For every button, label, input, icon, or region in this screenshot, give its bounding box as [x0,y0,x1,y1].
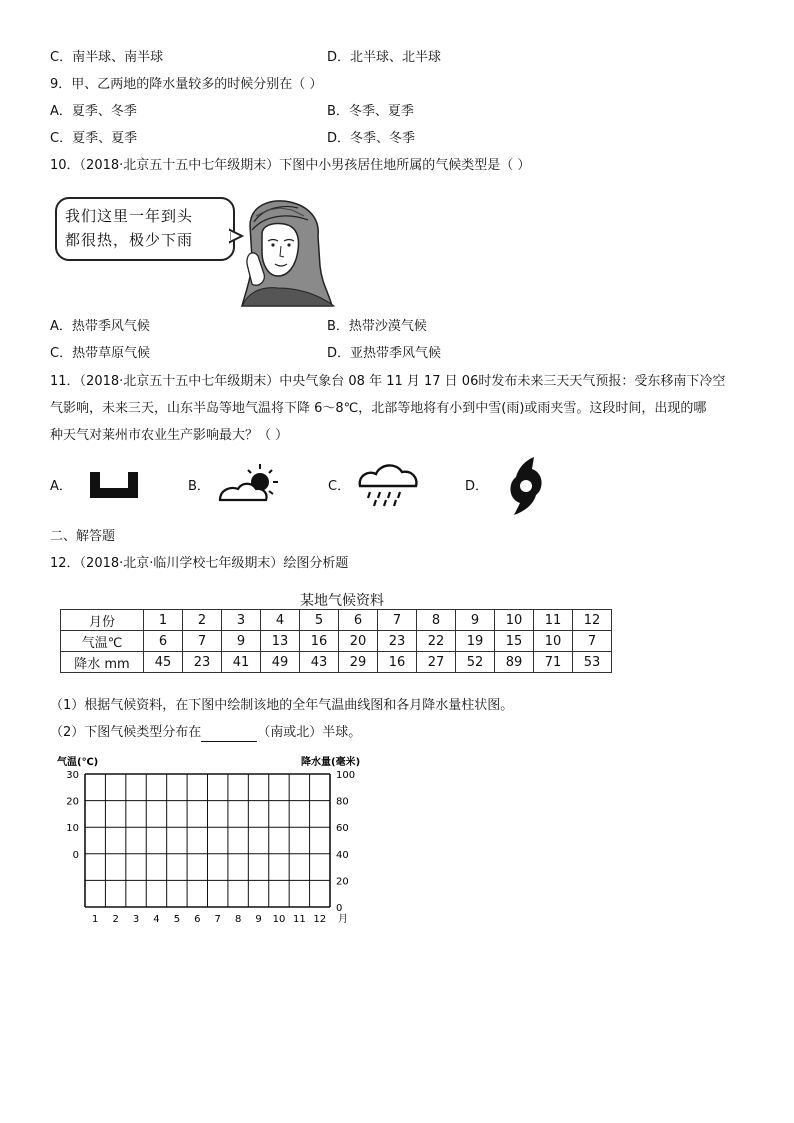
chart-grid [85,774,330,907]
month-tick: 3 [132,914,140,925]
month-tick: 4 [153,914,160,925]
month-unit-label: 月 [338,914,348,925]
table-cell: 13 [261,631,300,652]
left-axis-tick: 10 [66,823,79,835]
q9-option-d: D．冬季、冬季 [327,131,416,146]
rain-cloud-icon [356,460,420,508]
row-label-temperature: 气温℃ [61,631,144,652]
boy-illustration [228,196,343,310]
month-cell: 5 [300,610,339,631]
month-cell: 4 [261,610,300,631]
speech-bubble [55,197,235,261]
q11-option-d: D． [465,479,489,494]
q10-option-c: C．热带草原气候 [50,346,151,361]
q9-option-c: C．夏季、夏季 [50,131,138,146]
q11-stem-line-2: 气影响，未来三天，山东半岛等地气温将下降 6～8℃，北部等地将有小到中雪(雨)或雨夹雪。这段时间，出现的哪 [50,401,707,416]
right-axis-tick: 0 [336,903,343,914]
table-cell: 23 [183,652,222,673]
q10-stem: 10．（2018·北京五十五中七年级期末）下图中小男孩居住地所属的气候类型是（ ） [50,158,531,173]
table-cell: 19 [456,631,495,652]
sun-behind-cloud-icon [218,462,280,504]
left-axis-tick: 20 [66,796,79,808]
q12-sub-question-2 [50,724,361,742]
q8-option-d: D．北半球、北半球 [327,50,442,65]
table-row [61,631,612,652]
month-cell: 10 [495,610,534,631]
left-axis-tick: 30 [66,770,79,781]
q12-sub-question-1: （1）根据气候资料，在下图中绘制该地的全年气温曲线图和各月降水量柱状图。 [50,698,514,713]
sub2-suffix: （南或北）半球。 [257,725,362,740]
table-cell: 6 [144,631,183,652]
right-axis-tick: 20 [336,876,349,888]
q10-option-b: B．热带沙漠气候 [327,319,427,334]
month-cell: 3 [222,610,261,631]
table-cell: 7 [183,631,222,652]
month-tick: 10 [272,914,286,925]
table-row [61,610,612,631]
q11-stem-line-3: 种天气对莱州市农业生产影响最大？（ ） [50,428,289,443]
month-tick: 1 [92,914,99,925]
table-cell: 16 [300,631,339,652]
table-cell: 7 [573,631,612,652]
q10-option-d: D．亚热带季风气候 [327,346,442,361]
left-axis-label: 气温(℃) [57,757,99,768]
right-axis-tick: 60 [336,823,349,835]
table-cell: 10 [534,631,573,652]
q8-option-c: C．南半球、南半球 [50,50,164,65]
month-tick: 5 [173,914,181,925]
table-cell: 71 [534,652,573,673]
q11-stem-line-1: 11．（2018·北京五十五中七年级期末）中央气象台 08 年 11 月 17 日 06时发布未来三天天气预报：受东移南下冷空 [50,374,726,389]
right-axis-tick: 40 [336,849,349,861]
month-tick: 8 [234,914,242,925]
month-tick: 12 [313,914,327,925]
table-cell: 9 [222,631,261,652]
month-cell: 1 [144,610,183,631]
table-cell: 45 [144,652,183,673]
table-cell: 27 [417,652,456,673]
right-axis-label: 降水量(毫米) [301,757,361,768]
table-cell: 52 [456,652,495,673]
right-axis-tick: 80 [336,796,349,808]
left-axis-tick: 0 [72,849,79,861]
month-cell: 2 [183,610,222,631]
month-tick: 7 [214,914,221,925]
speech-bubble-line-1: 我们这里一年到头 [65,207,194,225]
q9-stem: 9．甲、乙两地的降水量较多的时候分别在（ ） [50,77,323,92]
month-tick: 11 [293,914,306,925]
q10-option-a: A．热带季风气候 [50,319,150,334]
climate-data-table [60,609,612,673]
table-header-cell: 月份 [61,610,144,631]
section-heading: 二、解答题 [50,529,116,544]
month-tick: 6 [194,914,201,925]
q9-option-b: B．冬季、夏季 [327,104,414,119]
q9-option-a: A．夏季、冬季 [50,104,137,119]
month-cell: 12 [573,610,612,631]
table-title: 某地气候资料 [300,593,384,609]
table-cell: 15 [495,631,534,652]
q12-stem: 12．（2018·北京·临川学校七年级期末）绘图分析题 [50,556,349,571]
q11-option-a: A． [50,479,72,494]
table-cell: 29 [339,652,378,673]
blank-climate-chart-grid [55,754,375,930]
cold-wave-icon [88,470,140,500]
row-label-precipitation: 降水 mm [61,652,144,673]
table-cell: 53 [573,652,612,673]
month-tick: 9 [255,914,262,925]
answer-blank[interactable] [201,728,257,742]
q11-option-c: C． [328,479,351,494]
month-tick: 2 [112,914,119,925]
month-cell: 11 [534,610,573,631]
table-cell: 23 [378,631,417,652]
typhoon-icon [506,455,546,517]
table-cell: 49 [261,652,300,673]
table-cell: 20 [339,631,378,652]
month-cell: 8 [417,610,456,631]
month-cell: 6 [339,610,378,631]
q11-option-b: B． [188,479,210,494]
table-cell: 16 [378,652,417,673]
table-cell: 22 [417,631,456,652]
month-cell: 9 [456,610,495,631]
sub2-prefix: （2）下图气候类型分布在 [50,725,202,740]
speech-bubble-line-2: 都很热，极少下雨 [65,231,194,249]
right-axis-tick: 100 [336,770,356,781]
table-cell: 41 [222,652,261,673]
month-cell: 7 [378,610,417,631]
table-cell: 43 [300,652,339,673]
table-row [61,652,612,673]
table-cell: 89 [495,652,534,673]
